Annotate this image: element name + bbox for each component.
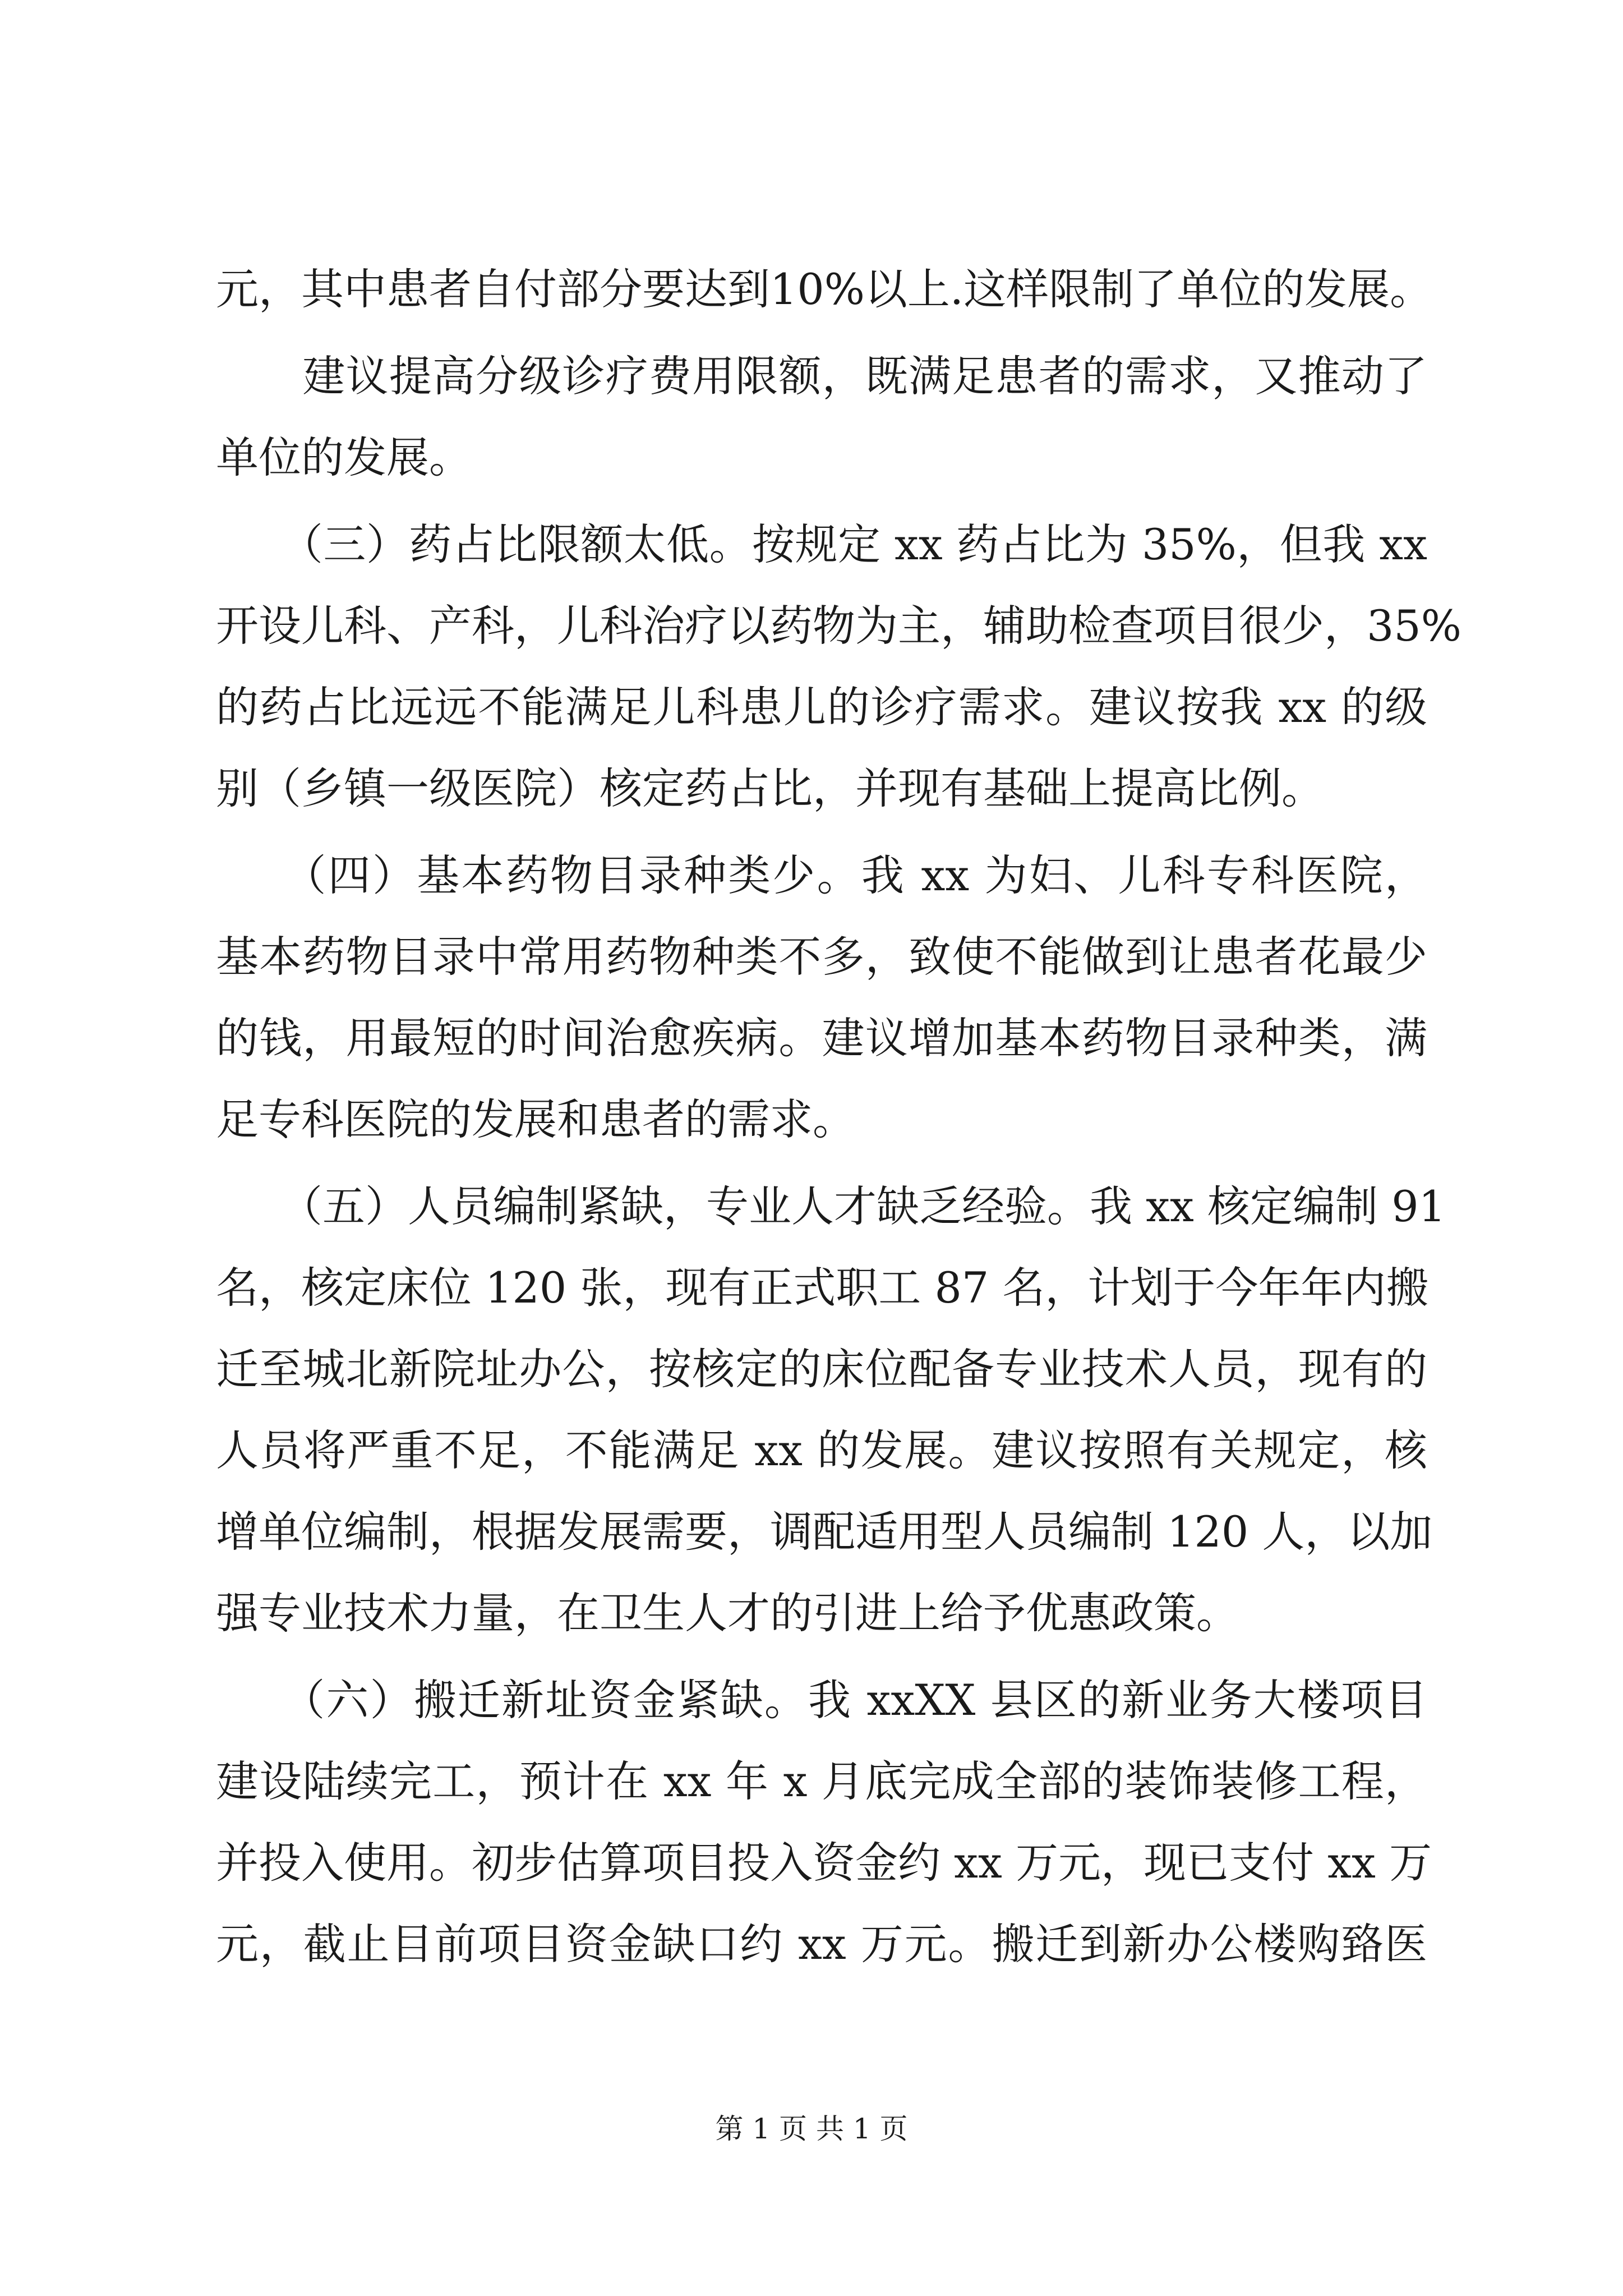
text-line: 增单位编制，根据发展需要，调配适用型人员编制 120 人，以加 (216, 1507, 1433, 1557)
paragraph (216, 335, 1427, 498)
paragraph-gap (216, 1654, 1427, 1659)
text-line: 单位的发展。 (216, 432, 472, 482)
text-line: 建设陆续完工，预计在 xx 年 x 月底完成全部的装饰装修工程， (216, 1756, 1427, 1806)
text-line: 并投入使用。初步估算项目投入资金约 xx 万元，现已支付 xx 万 (216, 1838, 1432, 1888)
text-line: （四）基本药物目录种类少。我 xx 为妇、儿科专科医院， (216, 850, 1427, 900)
text-line: 元，其中患者自付部分要达到10%以上.这样限制了单位的发展。 (216, 264, 1433, 314)
text-line: 元，截止目前项目资金缺口约 xx 万元。搬迁到新办公楼购臵医 (216, 1919, 1427, 1969)
paragraph-gap (216, 1160, 1427, 1166)
page-footer: 第 1 页 共 1 页 (715, 2113, 908, 2145)
text-line: （五）人员编制紧缺，专业人才缺乏经验。我 xx 核定编制 91 (216, 1181, 1446, 1231)
text-line: 人员将严重不足，不能满足 xx 的发展。建议按照有关规定，核 (216, 1425, 1427, 1475)
text-line: 名，核定床位 120 张，现有正式职工 87 名，计划于今年年内搬 (216, 1263, 1429, 1313)
text-line: 迁至城北新院址办公，按核定的床位配备专业技术人员，现有的 (216, 1344, 1427, 1394)
text-line: （三）药占比限额太低。按规定 xx 药占比为 35%，但我 xx (216, 519, 1427, 569)
paragraph-gap (216, 498, 1427, 504)
document-body (216, 249, 1461, 1985)
paragraph (216, 835, 1427, 1160)
text-line: （六）搬迁新址资金紧缺。我 xxXX 县区的新业务大楼项目 (216, 1675, 1427, 1725)
paragraph (216, 1166, 1446, 1654)
text-line: 的药占比远远不能满足儿科患儿的诊疗需求。建议按我 xx 的级 (216, 682, 1427, 732)
paragraph-gap (216, 829, 1427, 835)
text-line: 强专业技术力量，在卫生人才的引进上给予优惠政策。 (216, 1588, 1239, 1638)
paragraph (216, 249, 1433, 330)
text-line: 建议提高分级诊疗费用限额，既满足患者的需求，又推动了 (216, 351, 1427, 401)
paragraph (216, 1659, 1432, 1985)
text-line: 基本药物目录中常用药物种类不多，致使不能做到让患者花最少 (216, 932, 1427, 982)
paragraph-gap (216, 330, 1427, 335)
text-line: 开设儿科、产科，儿科治疗以药物为主，辅助检查项目很少，35% (216, 601, 1461, 651)
paragraph (216, 504, 1461, 829)
text-line: 别（乡镇一级医院）核定药占比，并现有基础上提高比例。 (216, 763, 1324, 813)
text-line: 的钱，用最短的时间治愈疾病。建议增加基本药物目录种类，满 (216, 1013, 1427, 1063)
text-line: 足专科医院的发展和患者的需求。 (216, 1094, 855, 1144)
